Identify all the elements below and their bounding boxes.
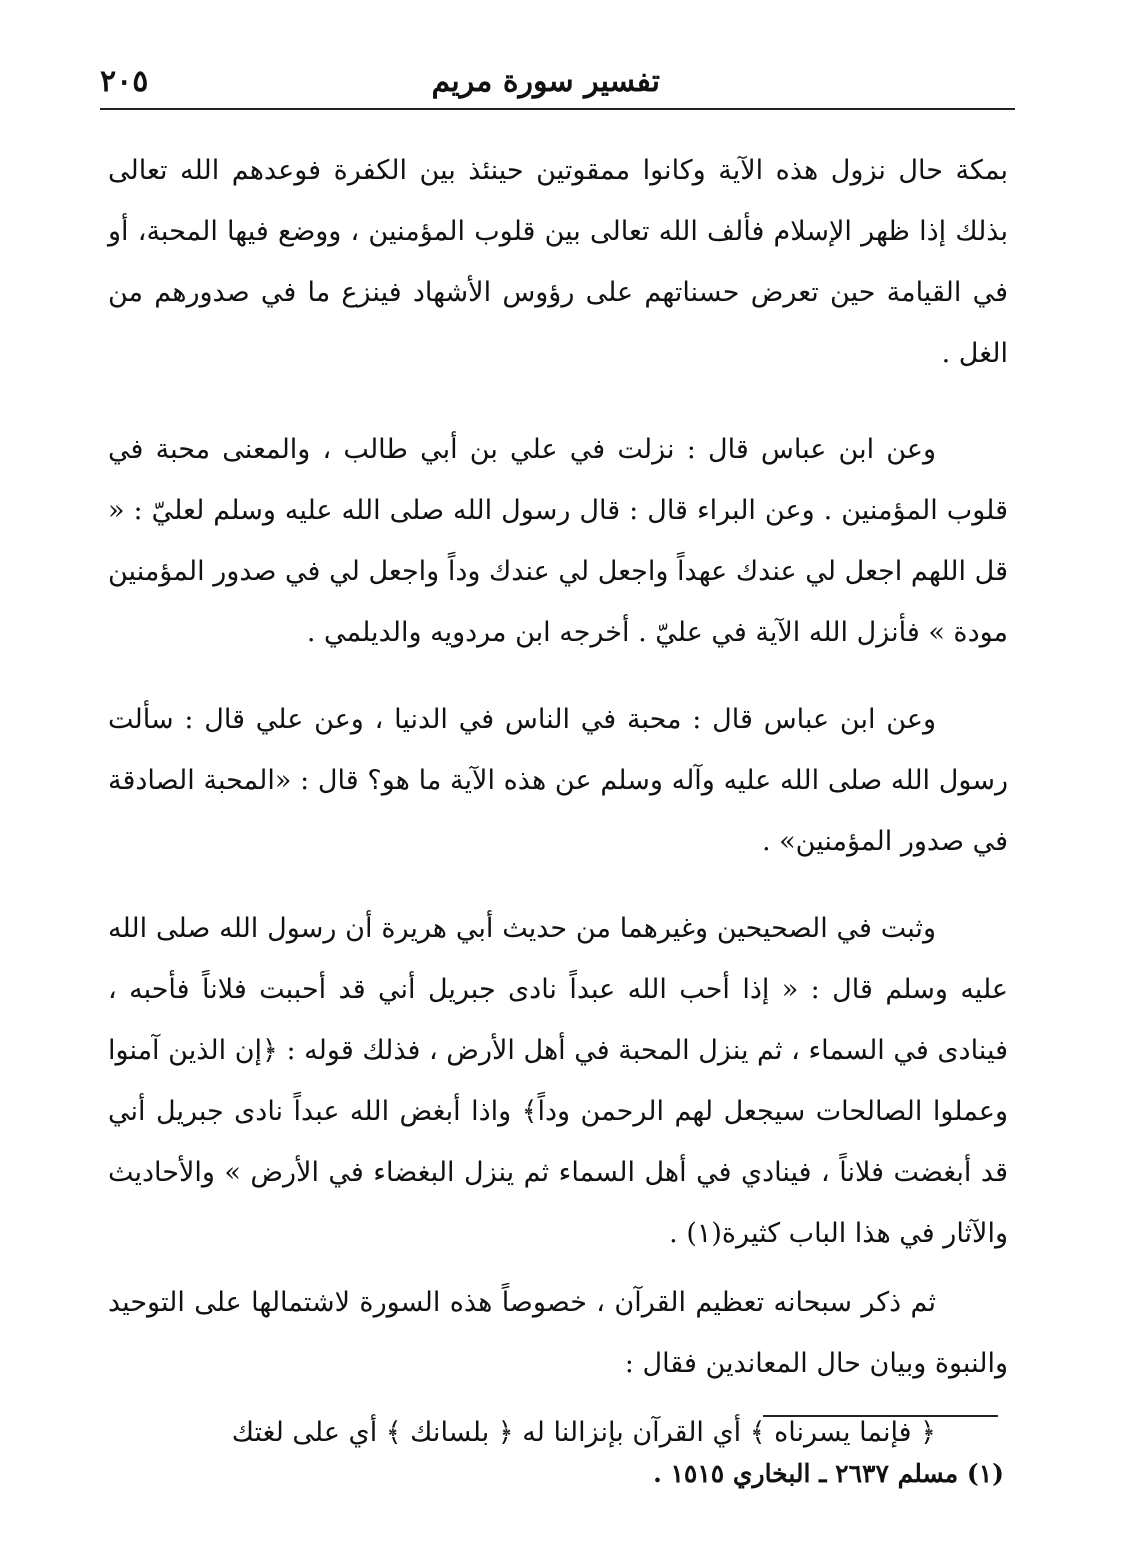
footnote: (١) مسلم ٢٦٣٧ ـ البخاري ١٥١٥ . [653,1459,1004,1488]
paragraph-3: وعن ابن عباس قال : محبة في الناس في الدنيا ، وعن علي قال : سألت رسول الله صلى الله عليه وآله وسلم عن هذه الآية ما هو؟ قال : «المحبة الصادقة في صدور المؤمنين» . [108,704,1008,857]
footnote-rule [763,1415,998,1417]
page-header [100,60,1015,106]
paragraph-1: بمكة حال نزول هذه الآية وكانوا ممقوتين حينئذ بين الكفرة فوعدهم الله تعالى بذلك إذا ظهر الإسلام فألف الله تعالى بين قلوب المؤمنين ، ووضع فيها المحبة، أو في القيامة حين تعرض حسناتهم على رؤوس الأشهاد فينزع ما في صدورهم من الغل . [108,155,1008,369]
paragraph-6: ﴿ فإنما يسرناه ﴾ أي القرآن بإنزالنا له ﴿ بلسانك ﴾ أي على لغتك [231,1417,936,1448]
paragraph-4: وثبت في الصحيحين وغيرهما من حديث أبي هريرة أن رسول الله صلى الله عليه وسلم قال : « إذا أحب الله عبداً نادى جبريل أني قد أحببت فلاناً فأحبه ، فينادى في السماء ، ثم ينزل المحبة في أهل الأرض ، فذلك قوله : ﴿إن الذين آمنوا وعملوا الصالحات سيجعل لهم الرحمن وداً﴾ واذا أبغض الله عبداً نادى جبريل أني قد أبغضت فلاناً ، فينادي في أهل السماء ثم ينزل البغضاء في الأرض » والأحاديث والآثار في هذا الباب كثيرة(١) . [108,913,1008,1249]
body-text [108,140,1008,1463]
header-rule [100,108,1015,110]
paragraph-5: ثم ذكر سبحانه تعظيم القرآن ، خصوصاً هذه السورة لاشتمالها على التوحيد والنبوة وبيان حال المعاندين فقال : [108,1287,1008,1379]
running-title: تفسير سورة مريم [431,64,660,99]
paragraph-2: وعن ابن عباس قال : نزلت في علي بن أبي طالب ، والمعنى محبة في قلوب المؤمنين . وعن البراء قال : قال رسول الله صلى الله عليه وسلم لعليّ : « قل اللهم اجعل لي عندك عهداً واجعل لي عندك وداً واجعل لي في صدور المؤمنين مودة » فأنزل الله الآية في عليّ . أخرجه ابن مردويه والديلمي . [108,434,1008,648]
page-number: ٢٠٥ [100,64,149,99]
